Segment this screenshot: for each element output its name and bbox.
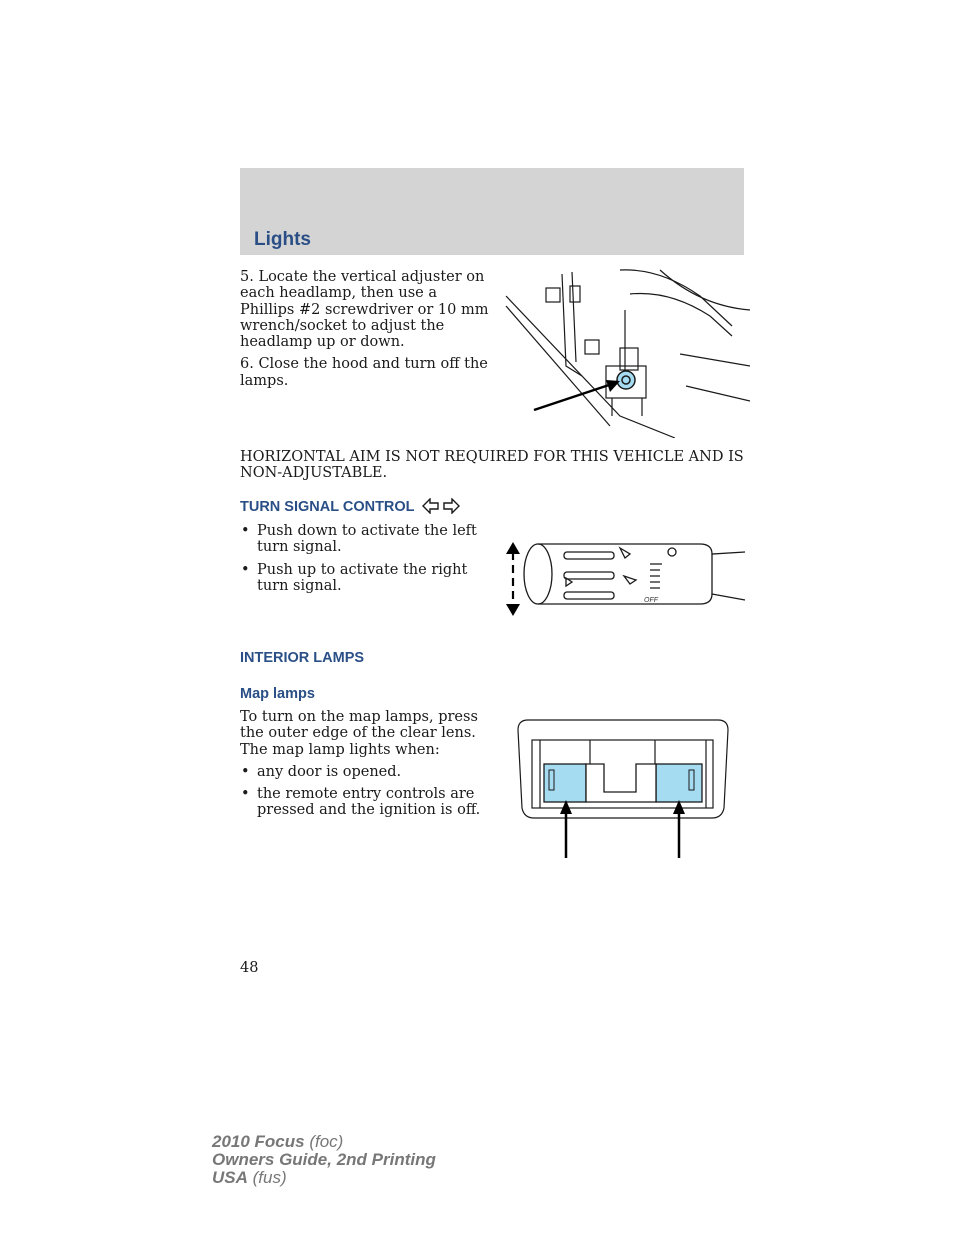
- footer-model: 2010 Focus: [212, 1132, 305, 1151]
- document-footer: [212, 1133, 436, 1187]
- horizontal-aim-note: HORIZONTAL AIM IS NOT REQUIRED FOR THIS VEHICLE AND IS NON-ADJUSTABLE.: [240, 449, 744, 482]
- turn-signal-instructions: [240, 523, 495, 600]
- list-item: • Push up to activate the right turn signal.: [240, 562, 495, 595]
- list-item: • Push down to activate the left turn signal.: [240, 523, 495, 556]
- footer-line-3: [212, 1169, 436, 1187]
- headlamp-steps: [240, 269, 490, 395]
- turn-signal-arrows-icon: [422, 498, 460, 514]
- footer-model-code: (foc): [304, 1132, 344, 1151]
- map-lamps-intro: To turn on the map lamps, press the outer edge of the clear lens. The map lamp lights when:: [240, 709, 478, 758]
- page-number: 48: [240, 960, 259, 976]
- turn-signal-heading: [240, 498, 460, 515]
- footer-market-code: (fus): [247, 1168, 287, 1187]
- map-lamps-instructions: [240, 709, 495, 825]
- list-item: • any door is opened.: [240, 764, 495, 780]
- stalk-off-label: OFF: [644, 597, 658, 604]
- section-header-bar: [240, 168, 744, 255]
- map-lamps-subheading: Map lamps: [240, 686, 315, 702]
- footer-market: USA: [212, 1168, 248, 1187]
- map-lamp-illustration: [510, 716, 735, 861]
- step-5: 5. Locate the vertical adjuster on each headlamp, then use a Phillips #2 screwdriver or 10 mm wrench/socket to adjust the headlamp up or down.: [240, 269, 489, 351]
- footer-line-2: Owners Guide, 2nd Printing: [212, 1150, 436, 1169]
- step-6: 6. Close the hood and turn off the lamps.: [240, 356, 488, 389]
- interior-lamps-heading: INTERIOR LAMPS: [240, 650, 365, 666]
- turn-signal-stalk-illustration: [500, 540, 750, 618]
- footer-line-1: [212, 1133, 436, 1151]
- headlamp-adjuster-illustration: [500, 266, 750, 438]
- turn-signal-heading-text: TURN SIGNAL CONTROL: [240, 499, 415, 515]
- page-title: Lights: [254, 229, 311, 250]
- right-map-lamp-lens: [656, 764, 702, 802]
- list-item: • the remote entry controls are pressed and the ignition is off.: [240, 786, 495, 819]
